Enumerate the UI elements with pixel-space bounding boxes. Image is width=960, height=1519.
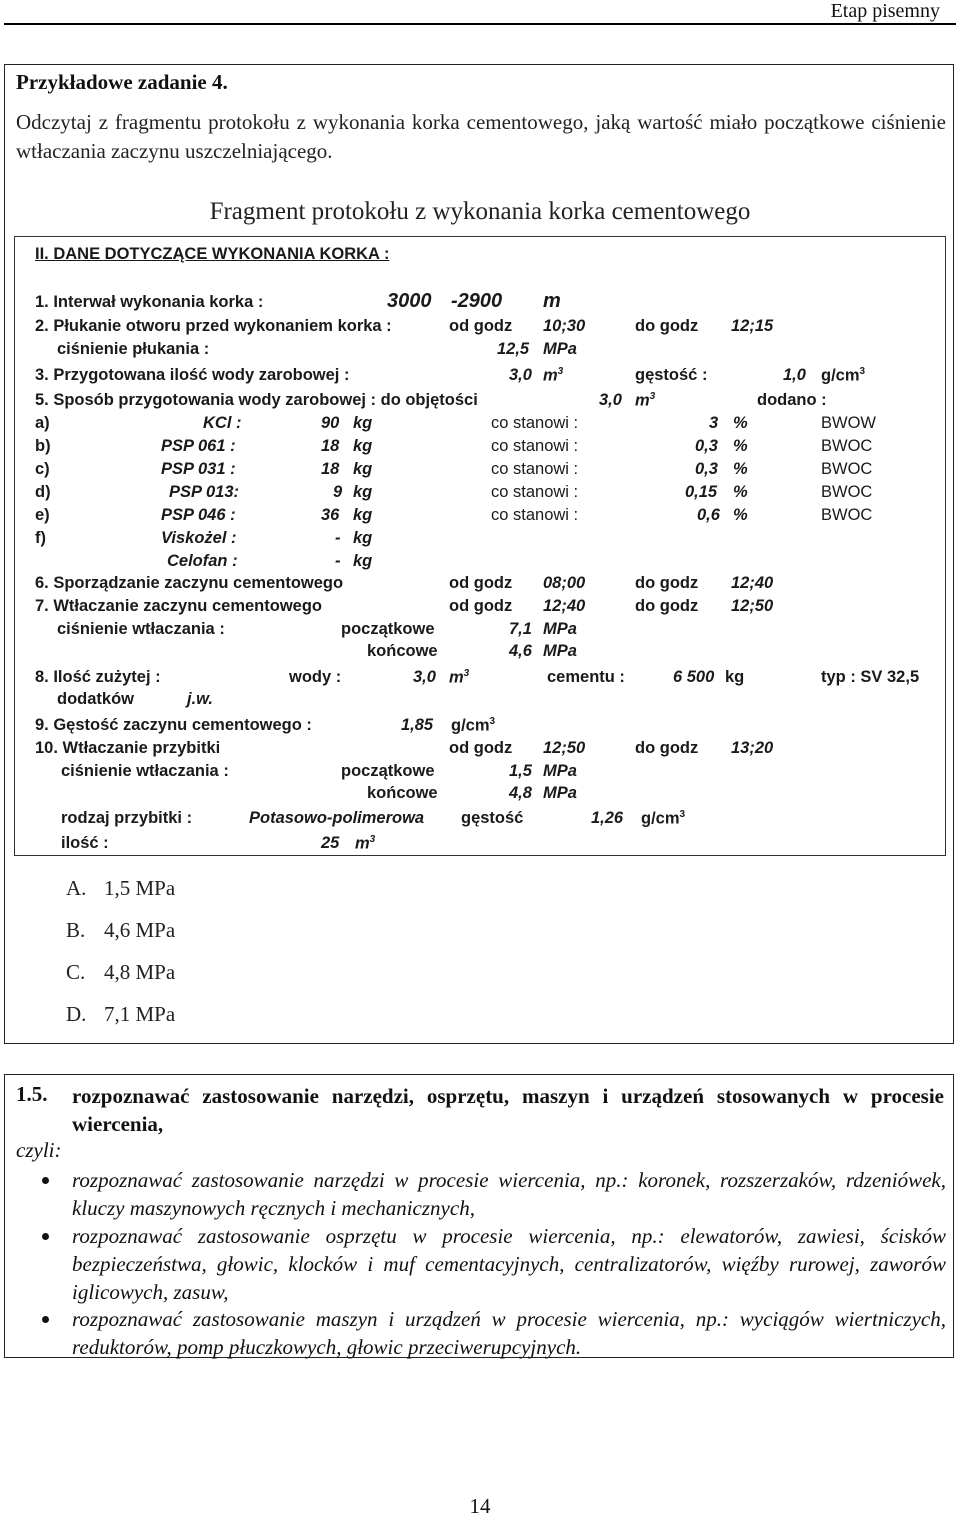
list-item-text: rozpoznawać zastosowanie narzędzi w procesie wiercenia, np.: koronek, rozszerzaków, rdzeniówek, kluczy maszynowych ręcznych i mechanicznych, <box>72 1168 946 1220</box>
row10-initial-pressure: 1,5 <box>509 762 532 780</box>
add-unit: kg <box>353 506 373 524</box>
add-name: PSP 031 : <box>161 460 236 478</box>
row1-unit: m <box>543 290 561 312</box>
row2b-unit: MPa <box>543 340 577 358</box>
row8b-value: j.w. <box>187 690 213 708</box>
list-item <box>16 1166 946 1222</box>
add-basis: BWOC <box>821 437 873 455</box>
add-qty: 90 <box>321 414 340 432</box>
add-letter: a) <box>35 414 50 432</box>
add-name: PSP 046 : <box>161 506 236 524</box>
add-basis: BWOC <box>821 460 873 478</box>
add-unit: kg <box>353 460 373 478</box>
row3-density-label: gęstość : <box>635 366 708 384</box>
task-title: Przykładowe zadanie 4. <box>16 70 228 94</box>
list-item <box>16 1305 946 1361</box>
answer-option-b[interactable] <box>66 918 175 943</box>
add-percent: 0,3 <box>695 460 718 478</box>
add-share-label: co stanowi : <box>491 460 579 478</box>
row2-from: 10;30 <box>543 317 586 335</box>
row9-unit: $g/cm^3$ <box>451 716 496 735</box>
row10c-density-unit: $g/cm^3$ <box>641 809 686 828</box>
row8b-label: dodatków <box>57 690 134 708</box>
header-rule <box>4 23 956 25</box>
add-letter: e) <box>35 506 50 524</box>
answer-text: 4,8 MPa <box>104 960 176 984</box>
row10-to: 13;20 <box>731 739 774 757</box>
answer-text: 7,1 MPa <box>104 1002 176 1026</box>
add-letter: d) <box>35 483 51 501</box>
add-unit: kg <box>353 414 373 432</box>
answer-option-c[interactable] <box>66 960 175 985</box>
add-share-label: co stanowi : <box>491 437 579 455</box>
add-basis: BWOW <box>821 414 876 432</box>
answer-option-a[interactable] <box>66 876 175 901</box>
row8-water-label: wody : <box>289 668 342 686</box>
row7-from-label: od godz <box>449 597 513 615</box>
add-qty: 18 <box>321 460 340 478</box>
list-item-text: rozpoznawać zastosowanie maszyn i urządzeń w procesie wiercenia, np.: wyciągów wiertniczych, reduktorów, pomp płuczkowych, głowic przeciwerupcyjnych. <box>72 1307 946 1359</box>
add-basis: BWOC <box>821 506 873 524</box>
add-percent: 0,6 <box>697 506 720 524</box>
add-name: PSP 013: <box>169 483 240 501</box>
row8-water-unit: $m^3$ <box>449 668 470 687</box>
add-letter: f) <box>35 529 46 547</box>
row7-from: 12;40 <box>543 597 586 615</box>
row2-from-label: od godz <box>449 317 513 335</box>
row10-from-label: od godz <box>449 739 513 757</box>
add-qty: 9 <box>333 483 343 501</box>
row7-to-label: do godz <box>635 597 699 615</box>
section-number: 1.5. <box>16 1082 48 1106</box>
row10-initial-label: początkowe <box>341 762 435 780</box>
row10c-label: rodzaj przybitki : <box>61 809 193 827</box>
answer-option-d[interactable] <box>66 1002 175 1027</box>
row6-label: 6. Sporządzanie zaczynu cementowego <box>35 574 344 592</box>
row10-final-label: końcowe <box>367 784 438 802</box>
row10c-density-label: gęstość <box>461 809 524 827</box>
add-percent: 0,3 <box>695 437 718 455</box>
row10b-label: ciśnienie wtłaczania : <box>61 762 229 780</box>
add-name: Viskożel : <box>161 529 237 547</box>
row10-label: 10. Wtłaczanie przybitki <box>35 739 221 757</box>
row2-to: 12;15 <box>731 317 774 335</box>
add-qty: 18 <box>321 437 340 455</box>
row8-label: 8. Ilość zużytej : <box>35 668 161 686</box>
row7-initial-unit: MPa <box>543 620 577 638</box>
row2b-label: ciśnienie płukania : <box>57 340 210 358</box>
section-czyli: czyli: <box>16 1138 62 1162</box>
protocol-scan <box>14 236 946 856</box>
add-basis: BWOC <box>821 483 873 501</box>
add-percent: 0,15 <box>685 483 718 501</box>
add-qty: - <box>335 529 341 547</box>
row3-unit: $m^3$ <box>543 366 564 385</box>
row8-cement-label: cementu : <box>547 668 625 686</box>
row6-from-label: od godz <box>449 574 513 592</box>
protocol-section-title: II. DANE DOTYCZĄCE WYKONANIA KORKA : <box>35 245 390 263</box>
add-unit: kg <box>353 552 373 570</box>
row8-water: 3,0 <box>413 668 436 686</box>
row10-final-pressure: 4,8 <box>509 784 532 802</box>
row7-to: 12;50 <box>731 597 774 615</box>
row1-to: -2900 <box>451 290 503 312</box>
row2-to-label: do godz <box>635 317 699 335</box>
add-name: PSP 061 : <box>161 437 236 455</box>
add-percent-unit: % <box>733 437 748 455</box>
add-letter: b) <box>35 437 51 455</box>
page-header: Etap pisemny <box>830 0 940 22</box>
row8-cement: 6 500 <box>673 668 715 686</box>
row10-final-unit: MPa <box>543 784 577 802</box>
answer-letter: B. <box>66 918 86 942</box>
row6-to: 12;40 <box>731 574 774 592</box>
row7-final-pressure: 4,6 <box>509 642 532 660</box>
row3-density-unit: $g/cm^3$ <box>821 366 866 385</box>
answer-letter: A. <box>66 876 87 900</box>
row10c-density: 1,26 <box>591 809 624 827</box>
add-share-label: co stanowi : <box>491 414 579 432</box>
add-percent-unit: % <box>733 414 748 432</box>
add-share-label: co stanowi : <box>491 506 579 524</box>
row10d-value: 25 <box>321 834 340 852</box>
figure-title: Fragment protokołu z wykonania korka cementowego <box>209 198 751 225</box>
row2b-value: 12,5 <box>497 340 530 358</box>
page-number: 14 <box>469 1494 491 1518</box>
row8-type: typ : SV 32,5 <box>821 668 920 686</box>
row5-label: 5. Sposób przygotowania wody zarobowej : do objętości <box>35 391 478 409</box>
row1-from: 3000 <box>387 290 432 312</box>
row5-unit: $m^3$ <box>635 391 656 410</box>
row2-label: 2. Płukanie otworu przed wykonaniem korka : <box>35 317 392 335</box>
add-share-label: co stanowi : <box>491 483 579 501</box>
add-percent-unit: % <box>733 460 748 478</box>
add-percent-unit: % <box>733 483 748 501</box>
row10c-value: Potasowo-polimerowa <box>249 809 425 827</box>
row5-added: dodano : <box>757 391 827 409</box>
list-item-text: rozpoznawać zastosowanie osprzętu w procesie wiercenia, np.: elewatorów, zawiesi, ścisków bezpieczeństwa, głowic, klocków i muf cementacyjnych, centralizatorów, więźby rurowej, zaworów iglicowych, zasuw, <box>72 1224 946 1304</box>
row10-to-label: do godz <box>635 739 699 757</box>
row6-to-label: do godz <box>635 574 699 592</box>
answer-text: 1,5 MPa <box>104 876 176 900</box>
add-unit: kg <box>353 437 373 455</box>
row7-final-label: końcowe <box>367 642 438 660</box>
row1-label: 1. Interwał wykonania korka : <box>35 293 264 311</box>
add-unit: kg <box>353 483 373 501</box>
add-percent: 3 <box>709 414 719 432</box>
row10d-unit: $m^3$ <box>355 834 376 853</box>
answer-letter: C. <box>66 960 86 984</box>
row9-label: 9. Gęstość zaczynu cementowego : <box>35 716 312 734</box>
add-name: KCl : <box>203 414 242 432</box>
row7-initial-label: początkowe <box>341 620 435 638</box>
add-qty: - <box>335 552 341 570</box>
bullet-icon <box>42 1316 49 1323</box>
row7-initial-pressure: 7,1 <box>509 620 532 638</box>
add-qty: 36 <box>321 506 340 524</box>
row3-density: 1,0 <box>783 366 806 384</box>
row3-value: 3,0 <box>509 366 532 384</box>
add-letter: c) <box>35 460 50 478</box>
add-name: Celofan : <box>167 552 238 570</box>
add-percent-unit: % <box>733 506 748 524</box>
row6-from: 08;00 <box>543 574 586 592</box>
task-question: Odczytaj z fragmentu protokołu z wykonania korka cementowego, jaką wartość miało początkowe ciśnienie wtłaczania zaczynu uszczelniającego. <box>16 110 946 163</box>
row9-value: 1,85 <box>401 716 434 734</box>
list-item <box>16 1222 946 1306</box>
answer-letter: D. <box>66 1002 87 1026</box>
row10-initial-unit: MPa <box>543 762 577 780</box>
row7b-label: ciśnienie wtłaczania : <box>57 620 225 638</box>
row10d-label: ilość : <box>61 834 109 852</box>
section-title: rozpoznawać zastosowanie narzędzi, osprzętu, maszyn i urządzeń stosowanych w procesie wiercenia, <box>72 1084 944 1136</box>
add-unit: kg <box>353 529 373 547</box>
row8-cement-unit: kg <box>725 668 745 686</box>
bullet-icon <box>42 1177 49 1184</box>
row7-label: 7. Wtłaczanie zaczynu cementowego <box>35 597 322 615</box>
bullet-icon <box>42 1233 49 1240</box>
row7-final-unit: MPa <box>543 642 577 660</box>
row3-label: 3. Przygotowana ilość wody zarobowej : <box>35 366 350 384</box>
answer-text: 4,6 MPa <box>104 918 176 942</box>
row10-from: 12;50 <box>543 739 586 757</box>
row5-value: 3,0 <box>599 391 622 409</box>
